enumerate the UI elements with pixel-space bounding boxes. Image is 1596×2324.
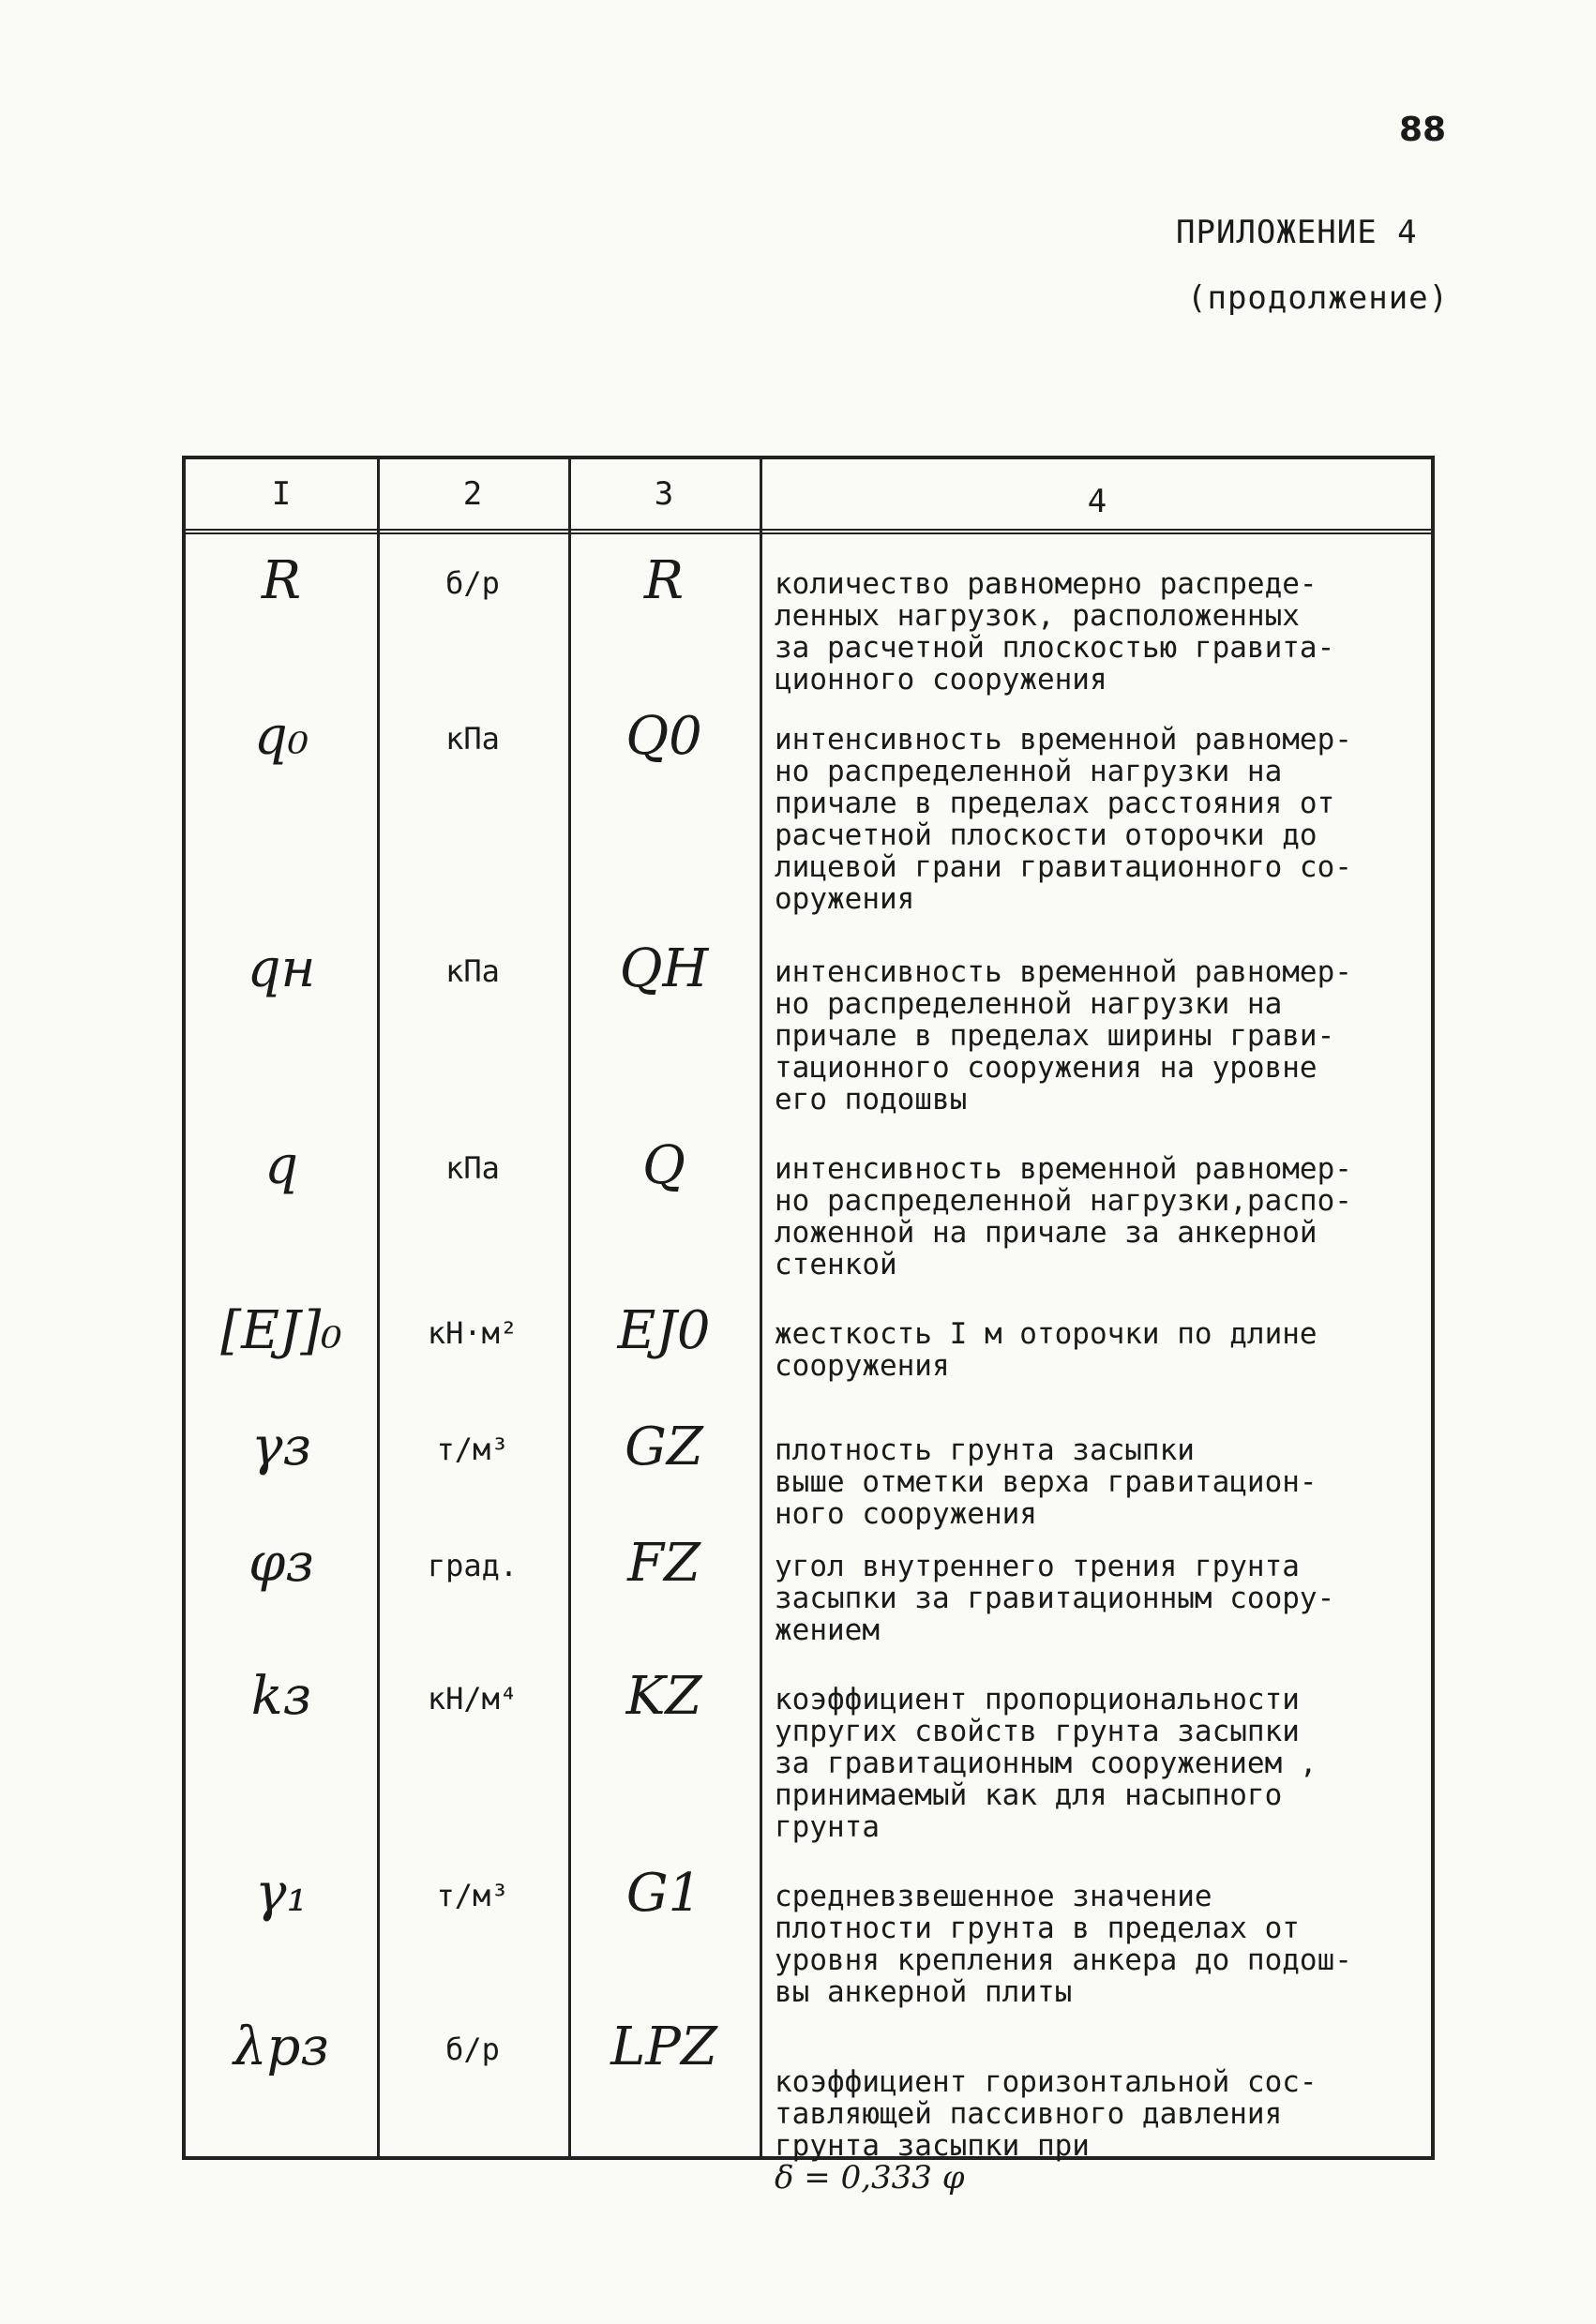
unit-cell: кПа — [445, 953, 500, 989]
appendix-subtitle: (продолжение) — [1187, 279, 1450, 317]
identifier-cell: FZ — [627, 1533, 700, 1594]
unit-cell: кН·м² — [427, 1315, 519, 1351]
identifier-cell: GZ — [625, 1417, 703, 1477]
appendix-title: ПРИЛОЖЕНИЕ 4 — [1176, 214, 1418, 251]
description-cell — [775, 2034, 1422, 2195]
column-divider — [760, 459, 762, 2156]
header-col-3: 3 — [654, 475, 674, 513]
table-header-row — [186, 459, 1431, 534]
description-cell: средневзвешенное значение плотности грунта в пределах от уровня крепления анкера до подош- вы анкерной плиты — [775, 1880, 1352, 2009]
unit-cell: кН/м⁴ — [427, 1681, 519, 1717]
unit-cell: кПа — [445, 1150, 500, 1186]
identifier-cell: EJ0 — [617, 1300, 711, 1361]
symbol-cell: φз — [248, 1533, 314, 1594]
unit-cell: б/р — [445, 2032, 500, 2067]
description-text: коэффициент горизонтальной сос- тавляющей пассивного давления грунта засыпки при — [775, 2065, 1317, 2163]
description-cell: коэффициент пропорциональности упругих свойств грунта засыпки за гравитационным сооружением , принимаемый как для насыпного грунта — [775, 1683, 1317, 1844]
description-cell: угол внутреннего трения грунта засыпки за гравитационным соору- жением — [775, 1550, 1335, 1647]
unit-cell: т/м³ — [436, 1432, 509, 1467]
header-col-4: 4 — [1087, 483, 1107, 520]
description-cell: количество равномерно распреде- ленных нагрузок, расположенных за расчетной плоскостью гравита- ционного сооружения — [775, 567, 1335, 697]
unit-cell: б/р — [445, 565, 500, 601]
description-cell: интенсивность временной равномер- но распределенной нагрузки на причале в пределах расстояния от расчетной плоскости оторочки до лицевой грани гравитационного со- оружения — [775, 723, 1352, 916]
page-number: 88 — [1399, 111, 1447, 149]
description-cell: интенсивность временной равномер- но распределенной нагрузки на причале в пределах ширины грави- тационного сооружения на уровне его подошвы — [775, 955, 1352, 1117]
identifier-cell: Q — [642, 1135, 685, 1196]
symbol-cell: kз — [250, 1666, 312, 1727]
header-col-2: 2 — [462, 475, 483, 513]
identifier-cell: G1 — [625, 1863, 702, 1924]
handwritten-formula: δ = 0,333 φ — [775, 2159, 965, 2197]
symbol-cell: qн — [247, 938, 316, 999]
identifier-cell: KZ — [625, 1666, 702, 1727]
unit-cell: град. — [427, 1548, 519, 1583]
symbol-cell: q — [264, 1135, 298, 1196]
description-cell: жесткость I м оторочки по длине сооружения — [775, 1317, 1317, 1383]
symbol-cell: λpз — [233, 2017, 329, 2077]
unit-cell: т/м³ — [436, 1878, 509, 1913]
symbol-cell: q₀ — [253, 706, 309, 767]
parameter-table — [182, 456, 1435, 2197]
identifier-cell: LPZ — [610, 2017, 717, 2077]
identifier-cell: QH — [619, 938, 709, 999]
unit-cell: кПа — [445, 721, 500, 757]
description-cell: интенсивность временной равномер- но распределенной нагрузки,распо- ложенной на причале за анкерной стенкой — [775, 1152, 1352, 1282]
header-col-1: I — [271, 475, 292, 513]
symbol-cell: [EJ]₀ — [220, 1300, 342, 1361]
symbol-cell: R — [261, 550, 302, 611]
identifier-cell: Q0 — [625, 706, 702, 767]
description-cell: плотность грунта засыпки выше отметки верха гравитацион- ного сооружения — [775, 1433, 1317, 1531]
symbol-cell: γз — [250, 1417, 311, 1477]
identifier-cell: R — [643, 550, 685, 611]
symbol-cell: γ₁ — [255, 1863, 308, 1924]
